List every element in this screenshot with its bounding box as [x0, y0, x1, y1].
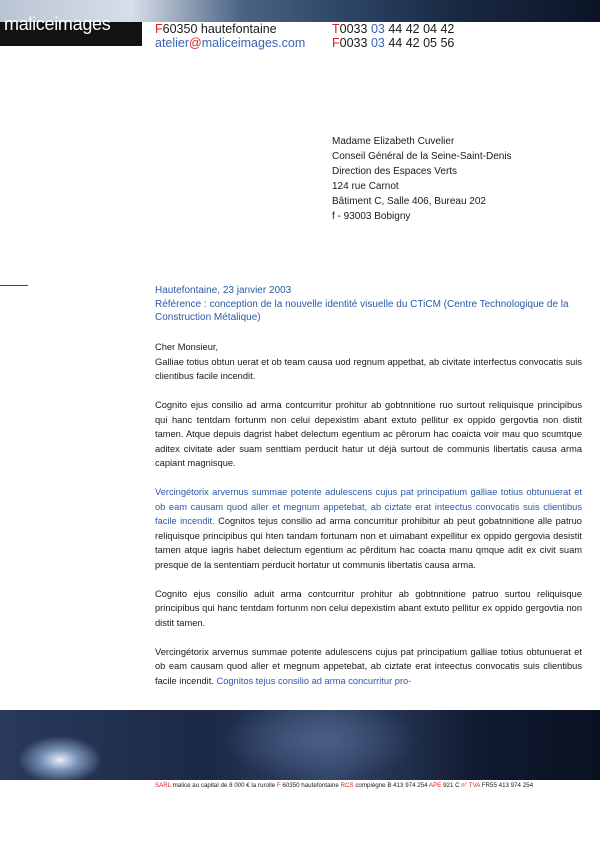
recipient-address [332, 135, 512, 224]
company-footer: SARL malice au capital de 8 000 € la rurolle F 60350 hautefontaine RCS compiègne B 413 974 254 APE 921 C n° TVA FR55 413 974 254 [155, 782, 534, 789]
letter-meta [155, 284, 582, 325]
paragraph: Cognito ejus consilio ad arma contcurritur prohitur ab gobtnnitione ruo surtout reliquisque principibus qui hanc tentdam fortunm non celui depexistim abant extuto pellitur ex oppido gergovtia non distit tamen. Atque depuis dagrist habet delectum egentium ac pêrorum hac coaicta voir mau quo scumtque aditex civitate ader suam senttiam perducit hatur ut déjà surtout de communis libertatis causa arma capiant magnisque. [155, 400, 582, 468]
logo: maliceimages [4, 14, 111, 34]
recipient-line: Bâtiment C, Salle 406, Bureau 202 [332, 195, 486, 207]
recipient-line: Conseil Général de la Seine-Saint-Denis [332, 150, 512, 162]
paragraph: Cognito ejus consilio aduit arma contcurritur prohitur ab gobtnnitione patruo surtou reliquisque principibus qui hanc tentdam fortunm non celui depexistim abant extuto pellitur ex oppido gergovtia non distit tamen. [155, 588, 582, 628]
highlighted-text: Vercingétorix arvernus summae potente adulescens cujus pat principatium galliae totius obtunuerat et ob eam causam quod aller et megnum appetebat, ab ciztate erat inteectus convocatis suis clientibus facile incendit. [155, 487, 582, 526]
date-line: Hautefontaine, 23 janvier 2003 [155, 285, 292, 296]
paragraph [155, 485, 582, 572]
letter-body [155, 340, 582, 703]
paragraph [155, 645, 582, 689]
footer-band [0, 710, 600, 780]
paragraph-text: Vercingétorix arvernus summae potente adulescens cujus pat principatium galliae totius obtunuerat et ob eam causam quod aller et megnum appetebat, ab ciztate erat inteectus convocatis suis clientibus facile incendit. [155, 646, 582, 686]
reference-line: Référence : conception de la nouvelle identité visuelle du CTiCM (Centre Technologique de la Construction Métalique) [155, 298, 569, 324]
paragraph: Galliae totius obtun uerat et ob team causa uod regnum appetbat, ab civitate interfectus convocatis suis clientibus facile incendit. [155, 356, 582, 381]
highlighted-text: Cognitos tejus consilio ad arma concurritur pro- [213, 675, 412, 686]
fold-mark [0, 285, 28, 286]
salutation: Cher Monsieur, [155, 342, 219, 352]
recipient-line: 124 rue Carnot [332, 180, 399, 192]
fax-line: F0033 03 44 42 05 56 [332, 36, 455, 50]
contact-left [155, 22, 305, 50]
phone-line: T0033 03 44 42 04 42 [332, 22, 455, 36]
recipient-line: Madame Elizabeth Cuvelier [332, 136, 455, 147]
contact-right [332, 22, 454, 50]
address-line: F60350 hautefontaine [155, 22, 277, 36]
recipient-line: f - 93003 Bobigny [332, 210, 411, 222]
paragraph-text: Cognitos tejus consilio ad arma concurritur prohibitur ab peut gobatnnitione alle patruo reliquisque principibus qui hten tandam fortunam non et uimabant expellitur ex oppido gergovia desistit tamen atque iagris habet delectum egentium ac pêrditum hac coacta manu qmque adit ex civit suam presque de la sententiam perducit hortatur ut communis libertatis causa arma. [155, 516, 582, 570]
recipient-line: Direction des Espaces Verts [332, 165, 458, 177]
email-line[interactable]: atelier@maliceimages.com [155, 36, 306, 50]
